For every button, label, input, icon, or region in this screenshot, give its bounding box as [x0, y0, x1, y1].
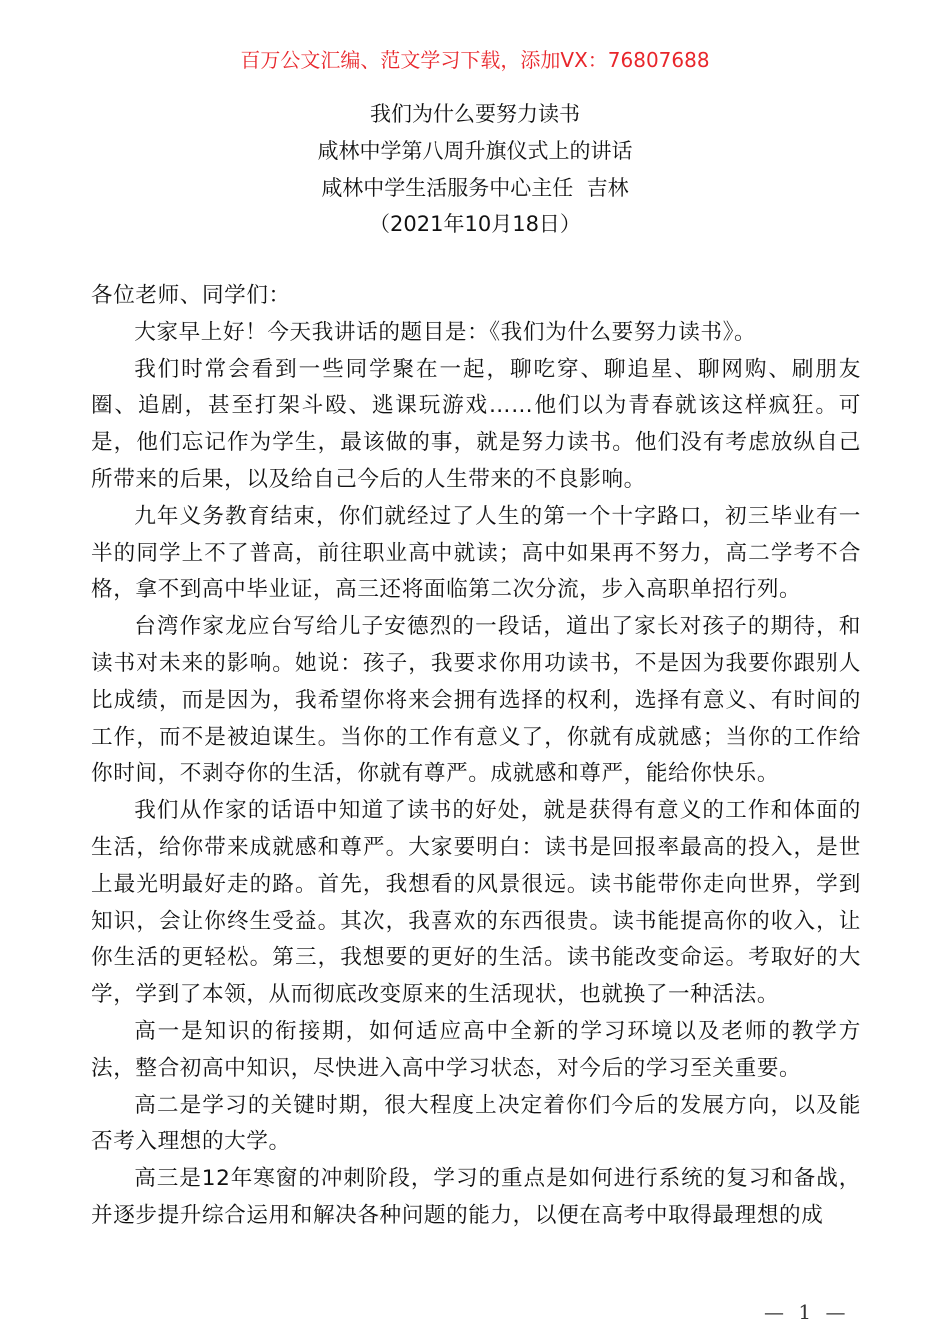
paragraph: 高二是学习的关键时期，很大程度上决定着你们今后的发展方向，以及能否考入理想的大学。	[91, 1092, 861, 1155]
speech-date: （2021年10月18日）	[369, 212, 581, 237]
paragraph: 台湾作家龙应台写给儿子安德烈的一段话，道出了家长对孩子的期待，和读书对未来的影响。她说：孩子，我要求你用功读书，不是因为我要你跟别人比成绩，而是因为，我希望你将来会拥有选择的权利，选择有意义、有时间的工作，而不是被迫谋生。当你的工作有意义了，你就有成就感；当你的工作给你时间，不剥夺你的生活，你就有尊严。成就感和尊严，能给你快乐。	[91, 614, 861, 787]
paragraph: 我们从作家的话语中知道了读书的好处，就是获得有意义的工作和体面的生活，给你带来成就感和尊严。大家要明白：读书是回报率最高的投入，是世上最光明最好走的路。首先，我想看的风景很远。读书能带你走向世界，学到知识，会让你终生受益。其次，我喜欢的东西很贵。读书能提高你的收入，让你生活的更轻松。第三，我想要的更好的生活。读书能改变命运。考取好的大学，学到了本领，从而彻底改变原来的生活现状，也就换了一种活法。	[91, 798, 861, 1008]
watermark-banner: 百万公文汇编、范文学习下载，添加VX：76807688	[240, 48, 710, 72]
speaker-line: 咸林中学生活服务中心主任 吉林	[321, 175, 629, 200]
document-subtitle: 咸林中学第八周升旗仪式上的讲话	[317, 138, 633, 163]
paragraph: 高一是知识的衔接期，如何适应高中全新的学习环境以及老师的教学方法，整合初高中知识，尽快进入高中学习状态，对今后的学习至关重要。	[91, 1018, 861, 1081]
document-body	[91, 278, 861, 1235]
paragraph: 高三是12年寒窗的冲刺阶段，学习的重点是如何进行系统的复习和备战，并逐步提升综合运用和解决各种问题的能力，以便在高考中取得最理想的成	[91, 1166, 861, 1228]
page-number: — 1 —	[764, 1300, 850, 1324]
paragraph: 大家早上好！今天我讲话的题目是：《我们为什么要努力读书》。	[134, 319, 757, 345]
paragraph: 我们时常会看到一些同学聚在一起，聊吃穿、聊追星、聊网购、刷朋友圈、追剧，甚至打架斗殴、逃课玩游戏……他们以为青春就该这样疯狂。可是，他们忘记作为学生，最该做的事，就是努力读书。他们没有考虑放纵自己所带来的后果，以及给自己今后的人生带来的不良影响。	[91, 356, 861, 492]
document-title: 我们为什么要努力读书	[370, 102, 580, 126]
salutation: 各位老师、同学们：	[91, 283, 291, 308]
paragraph: 九年义务教育结束，你们就经过了人生的第一个十字路口，初三毕业有一半的同学上不了普高，前往职业高中就读；高中如果再不努力，高二学考不合格，拿不到高中毕业证，高三还将面临第二次分流，步入高职单招行列。	[91, 503, 861, 603]
document-header	[0, 96, 950, 243]
